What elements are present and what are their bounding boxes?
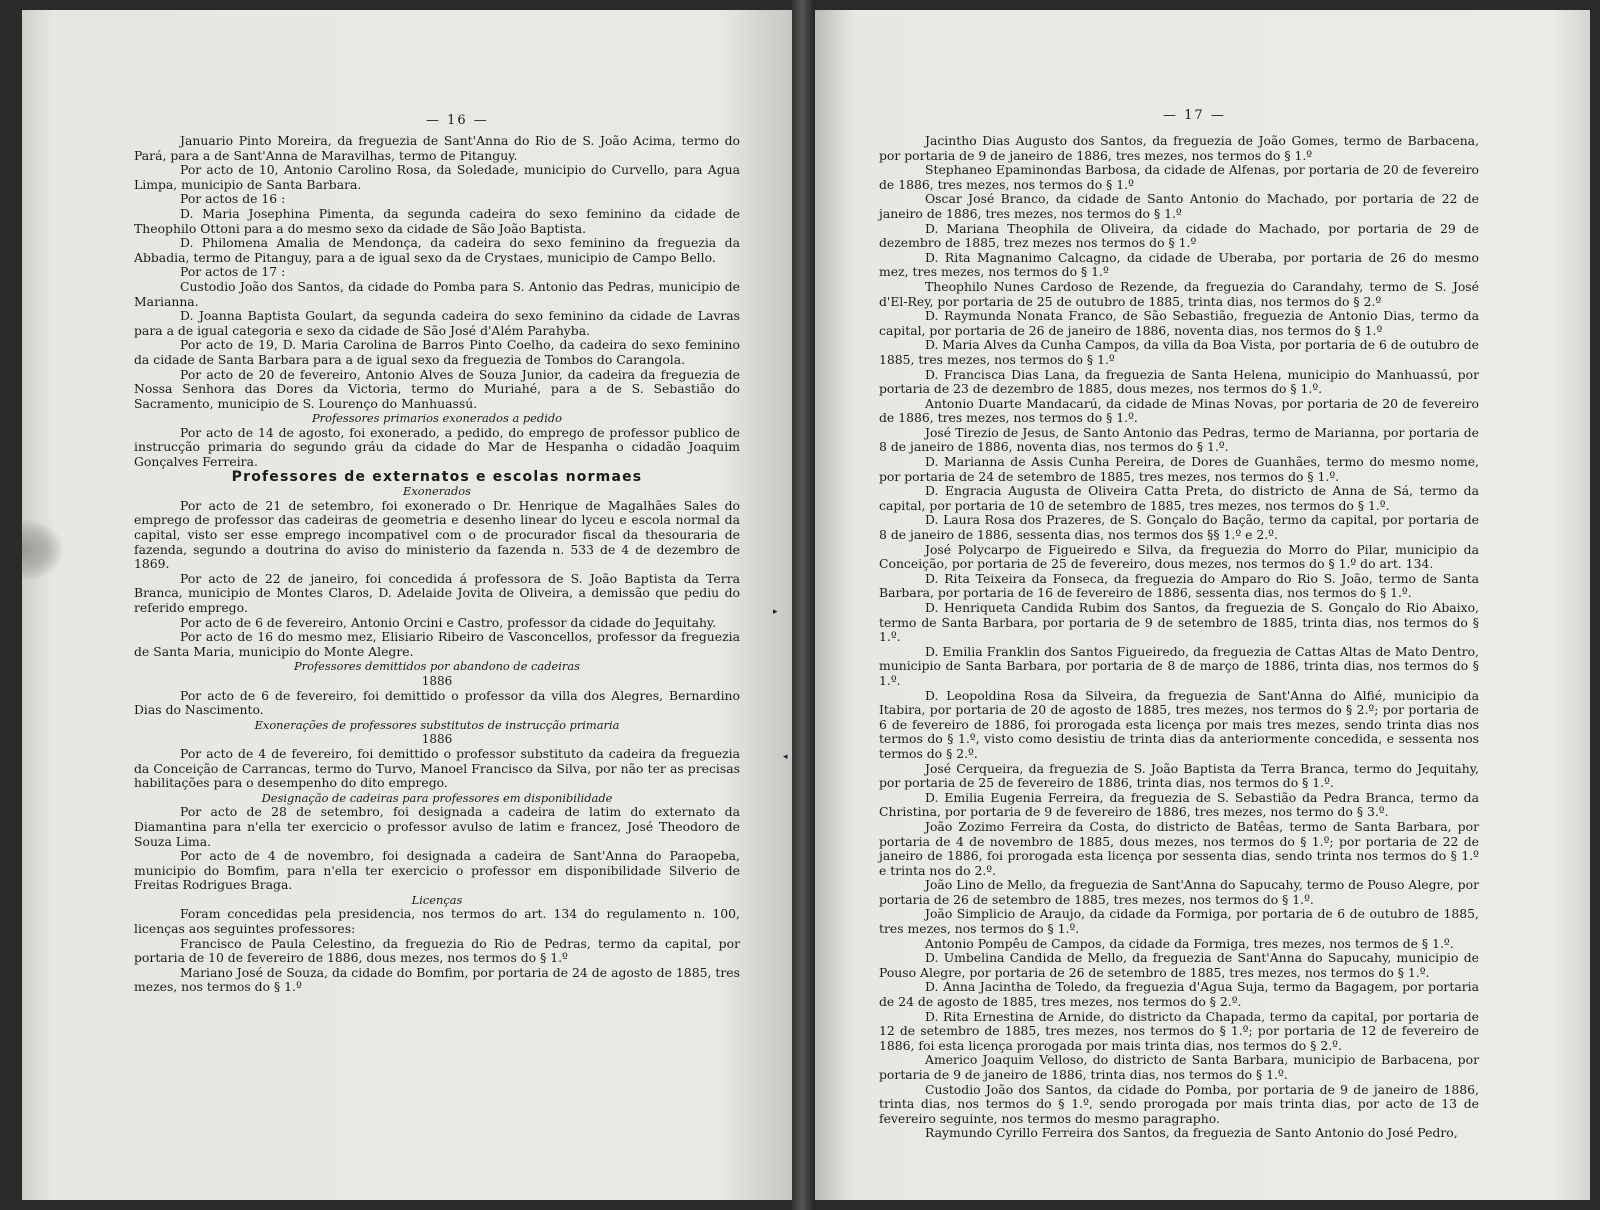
margin-mark: ▸ bbox=[773, 607, 778, 617]
paragraph: Francisco de Paula Celestino, da freguezia do Rio de Pedras, termo da capital, por portaria de 10 de fevereiro de 1886, dous mezes, nos termos do § 1.º bbox=[134, 935, 740, 966]
paragraph: José Cerqueira, da freguezia de S. João Baptista da Terra Branca, termo do Jequitahy, por portaria de 25 de fevereiro de 1886, trinta dias, nos termos do § 1.º. bbox=[879, 760, 1479, 791]
section-subheading: Designação de cadeiras para professores em disponibilidade bbox=[261, 790, 613, 805]
section-subheading: Professores primarios exonerados a pedido bbox=[312, 411, 562, 426]
paragraph: Oscar José Branco, da cidade de Santo Antonio do Machado, por portaria de 22 de janeiro de 1886, tres mezes, nos termos do § 1.º bbox=[879, 191, 1479, 221]
paragraph: Por acto de 6 de fevereiro, Antonio Orcini e Castro, professor da cidade do Jequitahy. bbox=[180, 614, 717, 630]
paragraph: Por acto de 10, Antonio Carolino Rosa, da Soledade, municipio do Curvello, para Agua Limpa, municipio de Santa Barbara. bbox=[134, 162, 740, 192]
paragraph: D. Raymunda Nonata Franco, de São Sebastião, freguezia de Antonio Dias, termo da capital, por portaria de 26 de janeiro de 1886, noventa dias, nos termos do § 1.º bbox=[879, 308, 1479, 338]
paragraph: Raymundo Cyrillo Ferreira dos Santos, da freguezia de Santo Antonio do José Pedro, bbox=[925, 1125, 1458, 1141]
paragraph: Por actos de 16 : bbox=[180, 191, 286, 207]
section-heading: Professores de externatos e escolas normaes bbox=[231, 468, 643, 485]
paragraph: D. Rita Magnanimo Calcagno, da cidade de Uberaba, por portaria de 26 do mesmo mez, tres mezes, nos termos do § 1.º bbox=[879, 249, 1479, 280]
paragraph: Por acto de 21 de setembro, foi exonerado o Dr. Henrique de Magalhães Sales do emprego de professor das cadeiras de geometria e desenho linear do lyceu e escola normal da capital, visto ser esse emprego incompativel com o de procurador fiscal da thesouraria de fazenda, segundo a doutrina do aviso do ministerio da fazenda n. 533 de 4 de dezembro de 1869. bbox=[134, 497, 740, 572]
page-number: — 16 — bbox=[426, 113, 489, 128]
paragraph: João Simplicio de Araujo, da cidade da Formiga, por portaria de 6 de outubro de 1885, tres mezes, nos termos do § 1.º. bbox=[879, 906, 1479, 937]
paragraph: D. Emilia Eugenia Ferreira, da freguezia de S. Sebastião da Pedra Branca, termo da Christina, por portaria de 9 de fevereiro de 1886, tres mezes, nos termo do § 3.º. bbox=[879, 789, 1479, 820]
paragraph: Januario Pinto Moreira, da freguezia de Sant'Anna do Rio de S. João Acima, termo do Pará, para a de Sant'Anna de Maravilhas, termo de Pitanguy. bbox=[134, 133, 740, 163]
paragraph: D. Leopoldina Rosa da Silveira, da freguezia de Sant'Anna do Alfié, municipio da Itabira, por portaria de 20 de agosto de 1885, tres mezes, nos termos do § 2.º; por portaria de 6 de fevereiro de 1886, foi prorogada esta licença por mais tres mezes, sendo trinta dias nos termos do § 1.º, visto como desistiu de trinta dias da anteriormente concedida, e sessenta nos termos do § 2.º. bbox=[879, 687, 1479, 761]
paragraph: Americo Joaquim Velloso, do districto de Santa Barbara, municipio de Barbacena, por portaria de 9 de janeiro de 1886, trinta dias, nos termos do § 1.º. bbox=[879, 1052, 1479, 1082]
paragraph: Por acto de 28 de setembro, foi designada a cadeira de latim do externato da Diamantina para n'ella ter exercicio o professor avulso de latim e francez, José Theodoro de Souza Lima. bbox=[134, 804, 740, 849]
year-heading: 1886 bbox=[421, 732, 453, 747]
paragraph: João Lino de Mello, da freguezia de Sant'Anna do Sapucahy, termo de Pouso Alegre, por portaria de 26 de setembro de 1885, tres mezes, nos termos do § 1.º. bbox=[879, 877, 1480, 907]
left-page-body bbox=[134, 134, 740, 995]
paragraph: D. Francisca Dias Lana, da freguezia de Santa Helena, municipio do Manhuassú, por portaria de 23 de dezembro de 1885, dous mezes, nos termos do § 1.º. bbox=[879, 366, 1479, 397]
paragraph: D. Philomena Amalia de Mendonça, da cadeira do sexo feminino da freguezia da Abbadia, termo de Pitanguy, para a de igual sexo da de Crystaes, municipio de Campo Bello. bbox=[134, 235, 740, 265]
paragraph: D. Marianna de Assis Cunha Pereira, de Dores de Guanhães, termo do mesmo nome, por portaria de 24 de setembro de 1885, tres mezes, nos termos do § 1.º. bbox=[879, 454, 1479, 484]
paragraph: Por acto de 16 do mesmo mez, Elisiario Ribeiro de Vasconcellos, professor da freguezia de Santa Maria, municipio do Monte Alegre. bbox=[134, 629, 740, 659]
right-page bbox=[773, 10, 1590, 1200]
left-page bbox=[22, 10, 792, 1200]
paragraph: Antonio Duarte Mandacarú, da cidade de Minas Novas, por portaria de 20 de fevereiro de 1886, tres mezes, nos termos do § 1.º. bbox=[879, 395, 1479, 426]
paragraph: D. Rita Teixeira da Fonseca, da freguezia do Amparo do Rio S. João, termo de Santa Barbara, por portaria de 16 de fevereiro de 1886, sessenta dias, nos termos do § 1.º. bbox=[879, 570, 1479, 601]
paragraph: José Tirezio de Jesus, de Santo Antonio das Pedras, termo de Marianna, por portaria de 8 de janeiro de 1886, noventa dias, nos termos do § 1.º. bbox=[879, 424, 1479, 455]
paragraph: Por acto de 14 de agosto, foi exonerado, a pedido, do emprego de professor publico de instrucção primaria do segundo gráu da cidade do Mar de Hespanha o cidadão Joaquim Gonçalves Ferreira. bbox=[134, 424, 740, 470]
paragraph: D. Umbelina Candida de Mello, da freguezia de Sant'Anna do Sapucahy, municipio de Pouso Alegre, por portaria de 26 de setembro de 1885, tres mezes, nos termos do § 1.º. bbox=[879, 950, 1479, 980]
paragraph: D. Maria Josephina Pimenta, da segunda cadeira do sexo feminino da cidade de Theophilo Ottoni para a do mesmo sexo da cidade de São João Baptista. bbox=[134, 205, 740, 236]
section-subheading: Professores demittidos por abandono de cadeiras bbox=[294, 659, 580, 674]
margin-mark: ◂ bbox=[783, 752, 788, 762]
paragraph: D. Emilia Franklin dos Santos Figueiredo, da freguezia de Cattas Altas de Mato Dentro, municipio de Santa Barbara, por portaria de 8 de março de 1886, trinta dias, nos termos do § 1.º. bbox=[879, 643, 1479, 688]
section-subheading: Exonerações de professores substitutos de instrucção primaria bbox=[254, 717, 620, 732]
section-subheading: Exonerados bbox=[403, 484, 471, 499]
paragraph: Mariano José de Souza, da cidade do Bomfim, por portaria de 24 de agosto de 1885, tres mezes, nos termos do § 1.º bbox=[134, 964, 740, 995]
paragraph: D. Henriqueta Candida Rubim dos Santos, da freguezia de S. Gonçalo do Rio Abaixo, termo de Santa Barbara, por portaria de 9 de setembro de 1885, trinta dias, nos termos do § 1.º. bbox=[879, 600, 1479, 645]
section-subheading: Licenças bbox=[411, 892, 463, 907]
paragraph: Jacintho Dias Augusto dos Santos, da freguezia de João Gomes, termo de Barbacena, por portaria de 9 de janeiro de 1886, tres mezes, nos termos do § 1.º bbox=[879, 133, 1479, 163]
year-heading: 1886 bbox=[421, 673, 453, 688]
paragraph: Por acto de 22 de janeiro, foi concedida á professora de S. João Baptista da Terra Branca, municipio de Montes Claros, D. Adelaide Jovita de Oliveira, a demissão que pediu do referido emprego. bbox=[134, 570, 740, 615]
paragraph: D. Rita Ernestina de Arnide, do districto da Chapada, termo da capital, por portaria de 12 de setembro de 1885, tres mezes, nos termos do § 1.º; por portaria de 12 de fevereiro de 1886, foi esta licença prorogada por mais trinta dias, nos termos do § 2.º. bbox=[879, 1008, 1479, 1053]
paragraph: Stephaneo Epaminondas Barbosa, da cidade de Alfenas, por portaria de 20 de fevereiro de 1886, tres mezes, nos termos do § 1.º bbox=[879, 162, 1479, 192]
paragraph: D. Laura Rosa dos Prazeres, de S. Gonçalo do Bação, termo da capital, por portaria de 8 de janeiro de 1886, sessenta dias, nos termos dos §§ 1.º e 2.º. bbox=[879, 512, 1479, 543]
paragraph: D. Maria Alves da Cunha Campos, da villa da Boa Vista, por portaria de 6 de outubro de 1885, tres mezes, nos termos do § 1.º bbox=[879, 337, 1479, 367]
paragraph: Por acto de 6 de fevereiro, foi demittido o professor da villa dos Alegres, Bernardino Dias do Nascimento. bbox=[134, 687, 740, 718]
book-gutter bbox=[792, 0, 815, 1210]
page-number: — 17 — bbox=[1163, 108, 1226, 123]
paragraph: Custodio João dos Santos, da cidade do Pomba para S. Antonio das Pedras, municipio de Marianna. bbox=[134, 278, 740, 309]
paragraph: Por acto de 4 de novembro, foi designada a cadeira de Sant'Anna do Paraopeba, municipio do Bomfim, para n'ella ter exercicio o professor em disponibilidade Silverio de Freitas Rodrigues Braga. bbox=[134, 848, 740, 893]
paragraph: Por acto de 20 de fevereiro, Antonio Alves de Souza Junior, da cadeira da freguezia de Nossa Senhora das Dores da Victoria, termo do Muriahé, para a de S. Sebastião do Sacramento, municipio de S. Lourenço do Manhuassú. bbox=[134, 366, 740, 411]
paragraph: Por actos de 17 : bbox=[180, 264, 286, 280]
paragraph: José Polycarpo de Figueiredo e Silva, da freguezia do Morro do Pilar, municipio da Conceição, por portaria de 25 de fevereiro, dous mezes, nos termos do § 1.º do art. 134. bbox=[879, 541, 1479, 572]
paragraph: Foram concedidas pela presidencia, nos termos do art. 134 do regulamento n. 100, licenças aos seguintes professores: bbox=[134, 906, 740, 937]
paragraph: D. Engracia Augusta de Oliveira Catta Preta, do districto de Anna de Sá, termo da capital, por portaria de 10 de setembro de 1885, tres mezes, nos termos do § 1.º. bbox=[879, 483, 1479, 513]
paragraph: Antonio Pompêu de Campos, da cidade da Formiga, tres mezes, nos termos de § 1.º. bbox=[925, 935, 1454, 951]
right-page-body bbox=[879, 134, 1479, 1141]
paragraph: D. Mariana Theophila de Oliveira, da cidade do Machado, por portaria de 29 de dezembro de 1885, trez mezes nos termos do § 1.º bbox=[879, 220, 1479, 251]
page-edge-tear bbox=[22, 520, 62, 580]
paragraph: D. Anna Jacintha de Toledo, da freguezia d'Agua Suja, termo da Bagagem, por portaria de 24 de agosto de 1885, tres mezes, nos termos do § 2.º. bbox=[879, 979, 1479, 1010]
paragraph: Custodio João dos Santos, da cidade do Pomba, por portaria de 9 de janeiro de 1886, trinta dias, nos termos do § 1.º, sendo prorogada por mais trinta dias, por acto de 13 de fevereiro seguinte, nos termos do mesmo paragrapho. bbox=[879, 1081, 1479, 1126]
paragraph: Por acto de 19, D. Maria Carolina de Barros Pinto Coelho, da cadeira do sexo feminino da cidade de Santa Barbara para a de igual sexo da freguezia de Tombos do Carangola. bbox=[134, 337, 740, 367]
paragraph: Por acto de 4 de fevereiro, foi demittido o professor substituto da cadeira da freguezia da Conceição de Carrancas, termo do Turvo, Manoel Francisco da Silva, por não ter as precisas habilitações para o desempenho do dito emprego. bbox=[134, 745, 740, 791]
paragraph: D. Joanna Baptista Goulart, da segunda cadeira do sexo feminino da cidade de Lavras para a de igual categoria e sexo da cidade de São José d'Além Parahyba. bbox=[134, 308, 740, 338]
paragraph: João Zozimo Ferreira da Costa, do districto de Batêas, termo de Santa Barbara, por portaria de 4 de novembro de 1885, dous mezes, nos termos do § 1.º; por portaria de 22 de janeiro de 1886, foi prorogada esta licença por sessenta dias, sendo trinta nos termos do § 1.º e trinta nos do 2.º. bbox=[879, 818, 1479, 878]
paragraph: Theophilo Nunes Cardoso de Rezende, da freguezia do Carandahy, termo de S. José d'El-Rey, por portaria de 25 de outubro de 1885, trinta dias, nos termos do § 2.º bbox=[879, 278, 1479, 309]
